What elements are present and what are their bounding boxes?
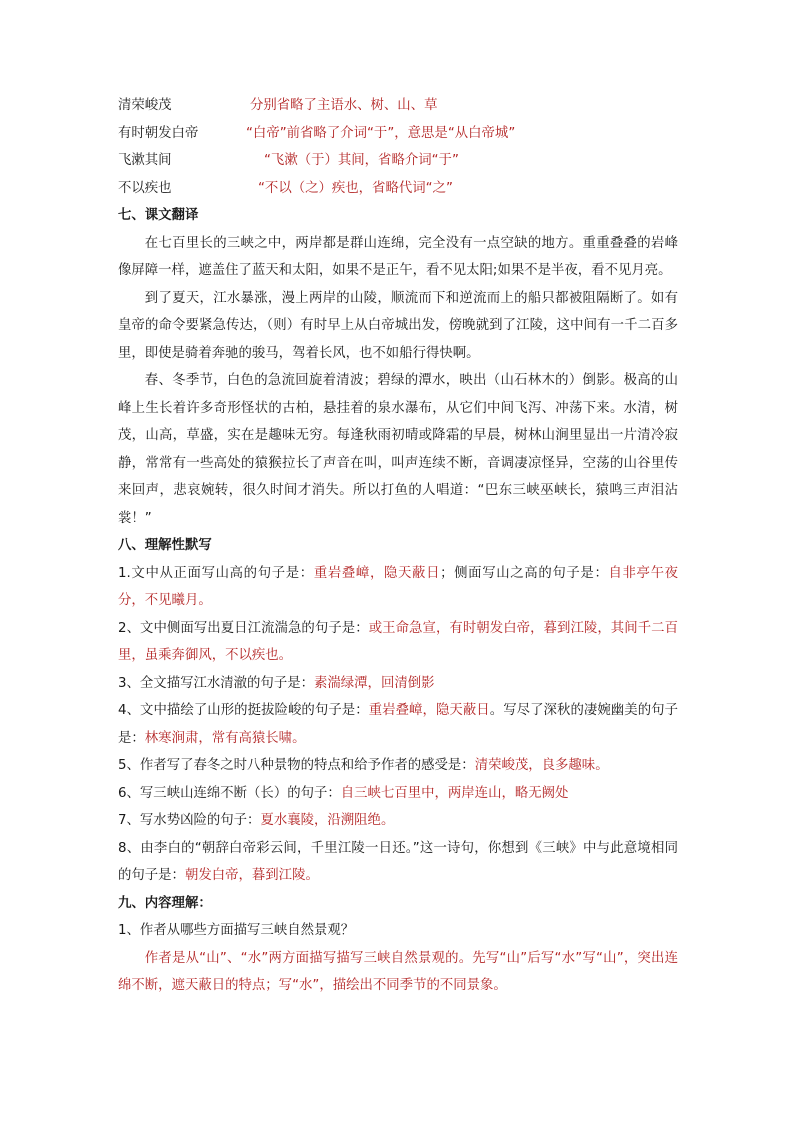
answer-text: 或王命急宣，有时朝发白帝，暮到江陵，其间千二百里，虽乘奔御风，不以疾也。 (118, 620, 678, 663)
answer-text: 自三峡七百里中，两岸连山，略无阙处 (340, 785, 569, 801)
note-row (118, 92, 678, 120)
question-text: 1.文中从正面写山高的句子是： (118, 565, 314, 581)
answer-text: 清荣峻茂，良多趣味。 (474, 758, 609, 773)
answer-text: 夏水襄陵，沿溯阻绝。 (260, 813, 395, 828)
note-row (118, 120, 678, 148)
question-text: 5、作者写了春冬之时八种景物的特点和给予作者的感受是： (118, 758, 475, 773)
answer-text: 林寒涧肃，常有高猿长啸。 (144, 730, 306, 746)
question-text: 2、文中侧面写出夏日江流湍急的句子是： (118, 620, 369, 636)
document-page (118, 92, 678, 1000)
note-row (118, 147, 678, 175)
answer-text: 朝发白帝，暮到江陵。 (184, 868, 319, 883)
dictation-item (118, 752, 678, 780)
translation-paragraph: 春、冬季节，白色的急流回旋着清波；碧绿的潭水，映出（山石林木的）倒影。极高的山峰上生长着许多奇形怪状的古柏，悬挂着的泉水瀑布，从它们中间飞泻、冲荡下来。水清，树茂，山高，草盛，实在是趣味无穷。每逢秋雨初晴或降霜的早晨，树林山涧里显出一片清冷寂静，常常有一些高处的猿猴拉长了声音在叫，叫声连续不断，音调凄凉怪异，空荡的山谷里传来回声，悲哀婉转，很久时间才消失。所以打鱼的人唱道：“巴东三峡巫峡长，猿鸣三声泪沾裳！” (118, 373, 678, 526)
section-heading: 九、内容理解： (118, 895, 212, 911)
note-term: 清荣峻茂 (118, 98, 172, 113)
question-text: ；侧面写山之高的句子是： (440, 565, 609, 581)
section-heading: 七、课文翻译 (118, 208, 199, 223)
question-text: 8、由李白的“朝辞白帝彩云间，千里江陵一日还。”这一诗句，你想到《三峡》中与此意境相同的句子是： (118, 840, 678, 883)
answer-text: 素湍绿潭，回清倒影 (314, 675, 435, 691)
note-term: 飞漱其间 (118, 153, 172, 168)
note-row (118, 175, 678, 203)
question-text: 4、文中描绘了山形的挺拔险峻的句子是： (118, 703, 369, 718)
note-explain: “白帝”前省略了介词“于”，意思是“从白帝城” (246, 125, 516, 141)
question-text: 。写尽了深秋的凄婉幽美的句子是： (118, 703, 678, 746)
section-heading: 八、理解性默写 (118, 538, 212, 553)
note-term: 不以疾也 (118, 180, 172, 196)
note-explain: 分别省略了主语水、树、山、草 (250, 98, 438, 113)
dictation-item (118, 780, 678, 808)
note-explain: “不以（之）疾也，省略代词“之” (258, 180, 453, 196)
question-text: 3、全文描写江水清澈的句子是： (118, 675, 314, 691)
dictation-item (118, 670, 678, 698)
question-text: 1、作者从哪些方面描写三峡自然景观？ (118, 923, 355, 938)
translation-paragraph: 在七百里长的三峡之中，两岸都是群山连绵，完全没有一点空缺的地方。重重叠叠的岩峰像屏障一样，遮盖住了蓝天和太阳，如果不是正午，看不见太阳;如果不是半夜，看不见月亮。 (118, 235, 678, 278)
answer-text: 自非亭午夜分，不见曦月。 (118, 565, 678, 608)
question-text: 6、写三峡山连绵不断（长）的句子： (118, 785, 341, 801)
dictation-item (118, 560, 678, 615)
dictation-item (118, 615, 678, 670)
dictation-item (118, 807, 678, 835)
answer-paragraph: 作者是从“山”、“水”两方面描写描写三峡自然景观的。先写“山”后写“水”写“山”，突出连绵不断，遮天蔽日的特点；写“水”，描绘出不同季节的不同景象。 (118, 950, 678, 993)
translation-paragraph: 到了夏天，江水暴涨，漫上两岸的山陵，顺流而下和逆流而上的船只都被阻隔断了。如有皇帝的命令要紧急传达，（则）有时早上从白帝城出发，傍晚就到了江陵，这中间有一千二百多里，即使是骑着奔驰的骏马，驾着长风，也不如船行得快啊。 (118, 290, 678, 361)
dictation-item (118, 697, 678, 752)
note-term: 有时朝发白帝 (118, 125, 199, 141)
note-explain: “飞漱（于）其间，省略介词“于” (264, 153, 459, 168)
question-text: 7、写水势凶险的句子： (118, 813, 261, 828)
answer-text: 重岩叠嶂，隐天蔽日 (368, 703, 490, 718)
answer-text: 重岩叠嶂，隐天蔽日 (313, 565, 441, 581)
dictation-item (118, 835, 678, 890)
